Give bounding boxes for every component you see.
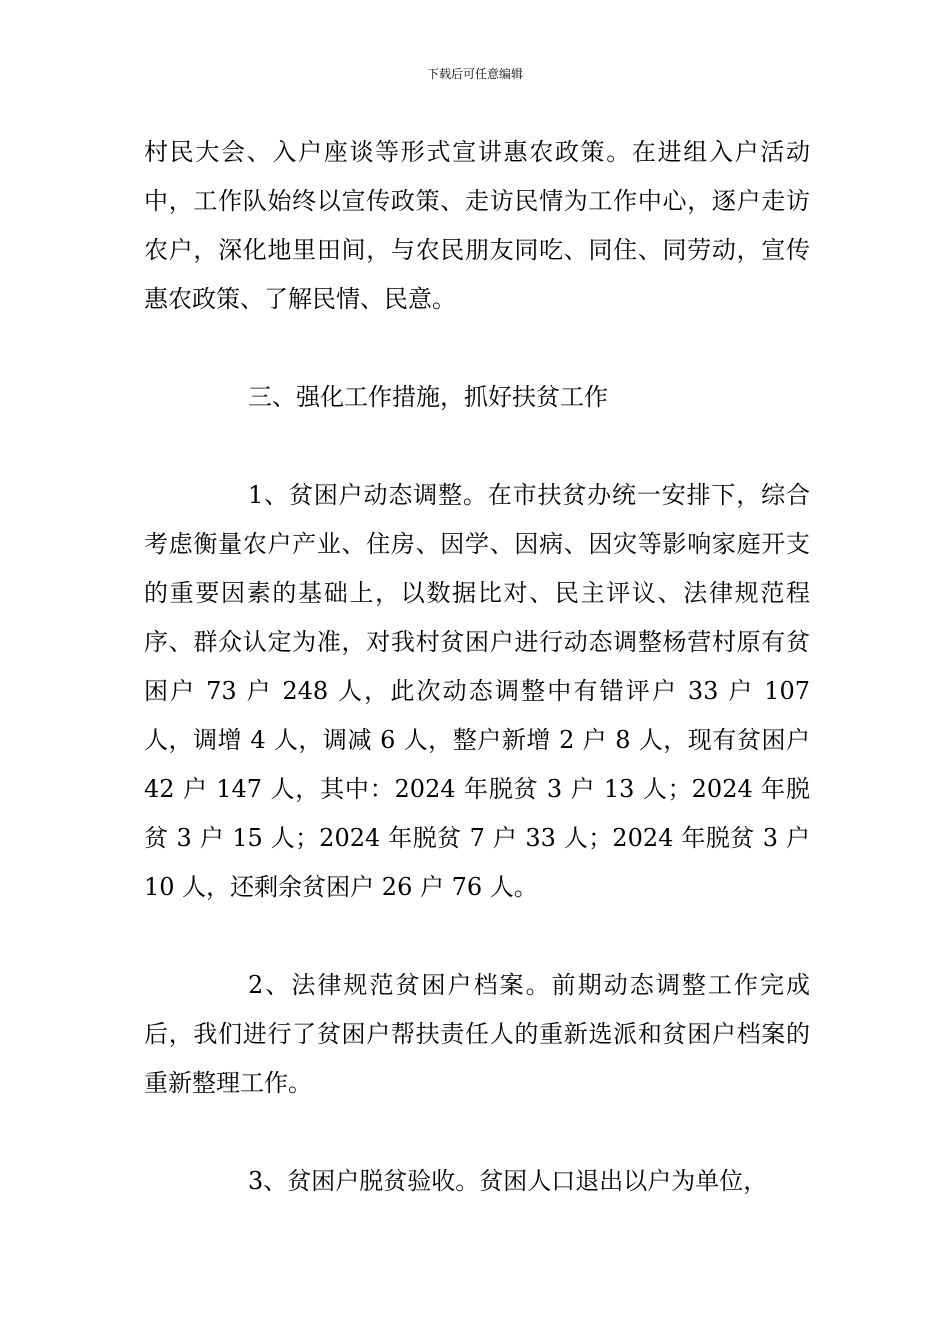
paragraph-item-3: 3、贫困户脱贫验收。贫困人口退出以户为单位， bbox=[248, 1167, 768, 1195]
page-header-note: 下载后可任意编辑 bbox=[426, 67, 523, 81]
paragraph-item-2: 2、法律规范贫困户档案。前期动态调整工作完成后，我们进行了贫困户帮扶责任人的重新选派和贫困户档案的重新整理工作。 bbox=[144, 971, 810, 1097]
paragraph-item-1: 1、贫困户动态调整。在市扶贫办统一安排下，综合考虑衡量农户产业、住房、因学、因病、因灾等影响家庭开支的重要因素的基础上，以数据比对、民主评议、法律规范程序、群众认定为准，对我村贫困户进行动态调整杨营村原有贫困户 73 户 248 人，此次动态调整中有错评户 33 户 107 人，调增 4 人，调减 6 人，整户新增 2 户 8 人，现有贫困户 42 户 147 人，其中：2024 年脱贫 3 户 13 人；2024 年脱贫 3 户 15 人；2024 年脱贫 7 户 33 人；2024 年脱贫 3 户 10 人，还剩余贫困户 26 户 76 人。 bbox=[144, 481, 810, 901]
section-heading: 三、强化工作措施，抓好扶贫工作 bbox=[248, 383, 608, 411]
document-body bbox=[144, 128, 810, 1255]
paragraph-policy-promotion: 村民大会、入户座谈等形式宣讲惠农政策。在进组入户活动中，工作队始终以宣传政策、走访民情为工作中心，逐户走访农户，深化地里田间，与农民朋友同吃、同住、同劳动，宣传惠农政策、了解民情、民意。 bbox=[144, 138, 810, 313]
